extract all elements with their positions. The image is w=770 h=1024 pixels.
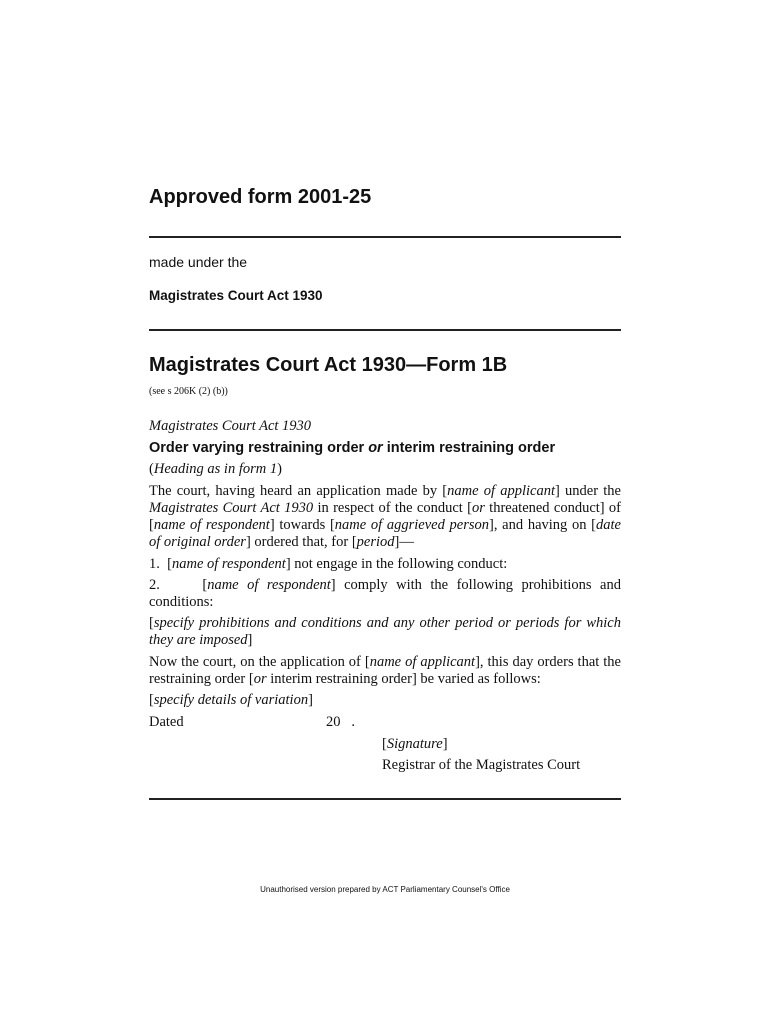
paragraph-now-the-court: [149, 654, 621, 688]
dated-label: Dated: [149, 714, 184, 730]
placeholder-respondent: name of respondent: [171, 556, 286, 572]
dated-year: 20 .: [326, 714, 355, 730]
signature-placeholder: Signature: [386, 736, 443, 752]
numbered-item-2: [149, 577, 621, 611]
text-run: ], and having on [: [489, 517, 597, 533]
text-run: in respect of the conduct [: [313, 500, 472, 516]
specify-prohibitions-text: specify prohibitions and conditions and any other period or periods for which they are imposed: [149, 615, 621, 648]
placeholder-respondent: name of respondent: [153, 517, 270, 533]
text-run: ] under the: [555, 483, 621, 499]
order-heading-part2: interim restraining order: [382, 440, 556, 456]
bracket-close: ]: [247, 632, 253, 648]
made-under-text: made under the: [149, 254, 248, 270]
or-word: or: [471, 500, 485, 516]
text-run: ] towards [: [269, 517, 335, 533]
text-run: threatened conduct] of [: [149, 500, 622, 533]
item-number: 1.: [149, 556, 160, 572]
placeholder-applicant: name of applicant: [369, 654, 476, 670]
numbered-item-1: [149, 556, 621, 573]
act-reference: Magistrates Court Act 1930: [149, 500, 314, 516]
signature-line: [382, 736, 642, 753]
placeholder-period: period: [356, 534, 395, 550]
bracket-open: [: [382, 736, 387, 752]
signatory-title: Registrar of the Magistrates Court: [382, 757, 581, 773]
bracket-open: [: [149, 692, 154, 708]
act-name: Magistrates Court Act 1930: [149, 288, 323, 303]
divider-top: [149, 236, 621, 238]
act-italic-heading: Magistrates Court Act 1930: [149, 418, 312, 434]
text-run: ] ordered that, for [: [245, 534, 357, 550]
bracket-open: [: [149, 615, 154, 631]
order-heading: [149, 440, 621, 456]
specify-variation: [149, 692, 621, 709]
order-heading-or: or: [368, 440, 383, 456]
bracket-close: ): [277, 461, 282, 477]
text-run: ], this day orders that the restraining order [: [149, 654, 621, 687]
form-title: Magistrates Court Act 1930—Form 1B: [149, 354, 508, 376]
text-run: ]—: [394, 534, 414, 550]
specify-variation-text: specify details of variation: [153, 692, 309, 708]
approved-form-title: Approved form 2001-25: [149, 186, 372, 208]
text-run: [: [167, 556, 172, 572]
text-run: [: [202, 577, 208, 593]
text-run: interim restraining order] be varied as follows:: [266, 671, 541, 687]
bracket-close: ]: [308, 692, 313, 708]
specify-prohibitions: [149, 615, 621, 649]
heading-note: [149, 461, 621, 478]
text-run: ] comply with the following prohibitions and conditions:: [149, 577, 621, 610]
or-word: or: [253, 671, 267, 687]
heading-note-text: Heading as in form 1: [153, 461, 278, 477]
item-number: 2.: [149, 577, 160, 593]
divider-middle: [149, 329, 621, 331]
text-run: Now the court, on the application of [: [149, 654, 370, 670]
text-run: ] not engage in the following conduct:: [285, 556, 508, 572]
text-run: The court, having heard an application made by [: [149, 483, 448, 499]
bracket-close: ]: [442, 736, 448, 752]
order-heading-part1: Order varying restraining order: [149, 440, 369, 456]
placeholder-date-of-order: date of original order: [149, 517, 621, 550]
paragraph-court-heard: [149, 483, 621, 551]
placeholder-applicant: name of applicant: [447, 483, 556, 499]
placeholder-aggrieved-person: name of aggrieved person: [334, 517, 490, 533]
section-reference: (see s 206K (2) (b)): [149, 386, 228, 397]
bracket-open: (: [149, 461, 154, 477]
divider-bottom: [149, 798, 621, 800]
placeholder-respondent: name of respondent: [207, 577, 331, 593]
footer-note: Unauthorised version prepared by ACT Parliamentary Counsel's Office: [260, 885, 510, 894]
